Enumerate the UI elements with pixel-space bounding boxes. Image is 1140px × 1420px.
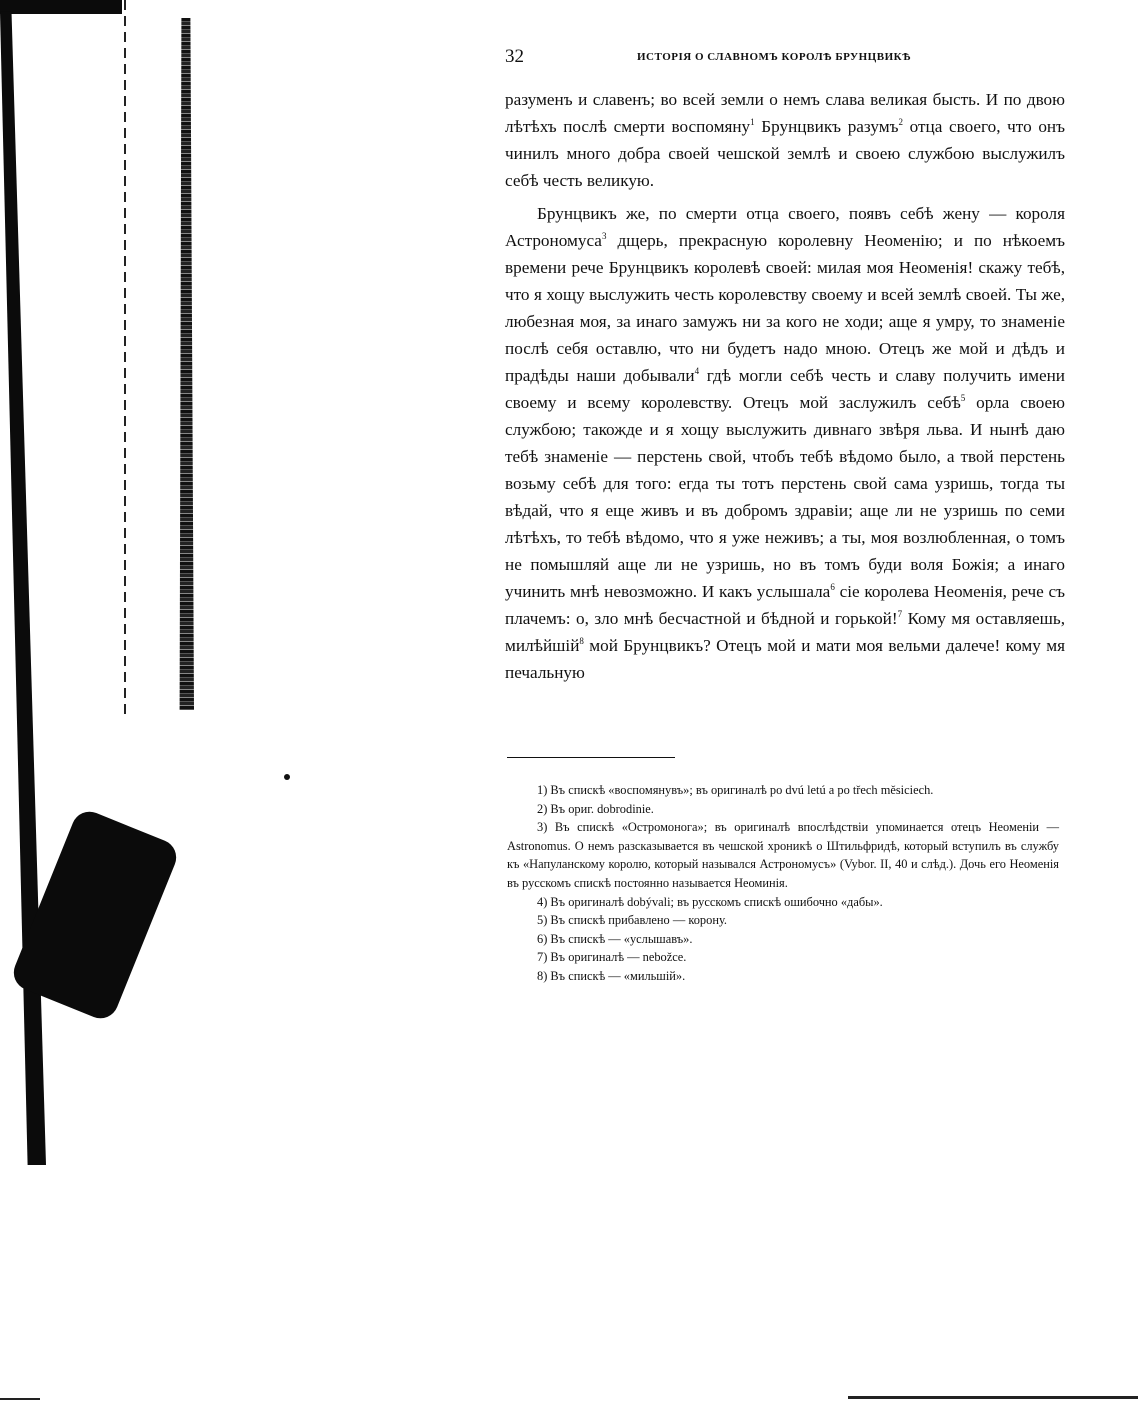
footnote-marker: 6 <box>830 582 835 592</box>
text-run: отца своего, что онъ чинилъ много добра своей чешской землѣ и своею службою выслужилъ себѣ честь великую. <box>505 117 1066 190</box>
footnote: 1) Въ спискѣ «воспомянувъ»; въ оригиналѣ po dvú letú a po třech měsiciech. <box>537 783 934 797</box>
running-head: ИСТОРІЯ О СЛАВНОМЪ КОРОЛѢ БРУНЦВИКѢ <box>637 51 911 63</box>
paragraph <box>505 200 1065 686</box>
footnote: 4) Въ оригиналѣ dobývali; въ русскомъ спискѣ ошибочно «дабы». <box>537 894 883 909</box>
text-run: орла своею службою; такожде и я хощу выслужить дивнаго звѣря льва. И нынѣ даю тебѣ знаменіе — перстень свой, чтобъ тебѣ вѣдомо было, а твой перстень возьму себѣ для того: егда ты тотъ перстень свой сама узришь, тогда ты вѣдай, что я еще живъ и въ добромъ здравіи; аще ли не узришь по семи лѣтѣхъ, то тебѣ вѣдомо, что я уже неживъ; а ты, моя возлюбленная, о томъ не помышляй аще ли не узришь, но въ томъ буди воля Божія; а инаго учинить мнѣ невозможно. И какъ услышала <box>505 393 1065 601</box>
footnote-marker: 7 <box>897 609 903 619</box>
footnote-marker: 2 <box>898 117 903 127</box>
scan-bottom-rule-left <box>0 1398 40 1400</box>
scan-page-edge-strip <box>176 18 194 710</box>
page-number: 32 <box>505 46 524 67</box>
paragraph <box>505 86 1065 194</box>
footnote: 2) Въ ориг. dobrodinie. <box>537 801 654 816</box>
text-run: разуменъ и славенъ; во всей земли о немъ слава великая бысть. И по двою лѣтѣхъ послѣ смерти воспомяну <box>505 90 1065 136</box>
footnote: 8) Въ спискѣ — «мильшій». <box>537 968 686 983</box>
text-run: Кому мя оставляешь, милѣйшій <box>505 609 1065 655</box>
scan-thin-line <box>124 0 126 720</box>
footnote-marker: 4 <box>694 366 700 376</box>
scan-bottom-rule-right <box>848 1396 1138 1399</box>
footnotes <box>507 781 1059 986</box>
text-run: Брунцвикъ разумъ <box>754 117 899 136</box>
footnote-separator <box>507 757 675 758</box>
text-run: мой Брунцвикъ? Отецъ мой и мати моя вельми далече! кому мя печальную <box>505 636 1065 682</box>
footnote-marker: 8 <box>579 636 584 646</box>
text-run: Брунцвикъ же, по смерти отца своего, появъ себѣ жену — короля Астрономуса <box>505 204 1065 250</box>
page-header <box>505 46 1065 70</box>
footnote: 5) Въ спискѣ прибавлено — корону. <box>537 913 727 928</box>
footnote: 6) Въ спискѣ — «услышавъ». <box>537 931 693 946</box>
scan-edge-top <box>0 0 122 14</box>
footnote-marker: 1 <box>750 117 755 127</box>
text-run: гдѣ могли себѣ честь и славу получить имени своему и всему королевству. Отецъ мой заслужилъ себѣ <box>505 366 1065 412</box>
footnote: 3) Въ спискѣ «Остромонога»; въ оригиналѣ впослѣдствіи упоминается отецъ Неоменіи — Astronomus. О немъ разсказывается въ чешской хроникѣ о Штильфридѣ, который вступилъ въ службу къ «Напуланскому королю, который назывался Астрономусъ» (Vybor. II, 40 и слѣд.). Дочь его Неоменія въ русскомъ спискѣ постоянно называется Неоминія. <box>507 820 1059 890</box>
text-run: сіе королева Неоменія, рече съ плачемъ: о, зло мнѣ бесчастной и бѣдной и горькой! <box>505 582 1066 628</box>
footnote-marker: 3 <box>601 231 607 241</box>
footnote: 7) Въ оригиналѣ — nebožce. <box>537 950 687 965</box>
main-text <box>505 86 1065 686</box>
text-run: дщерь, прекрасную королевну Неоменію; и по нѣкоемъ времени рече Брунцвикъ королевѣ своей: милая моя Неоменія! скажу тебѣ, что я хощу выслужить честь королевству своему и всей землѣ своей. Ты же, любезная моя, за инаго замужъ ни за кого не ходи; аще я умру, то знаменіе послѣ себя оставлю, что ни будетъ надо мною. Отецъ же мой и дѣдъ и прадѣды наши добывали <box>505 231 1065 385</box>
scan-speck <box>284 774 290 780</box>
footnote-marker: 5 <box>960 393 966 403</box>
